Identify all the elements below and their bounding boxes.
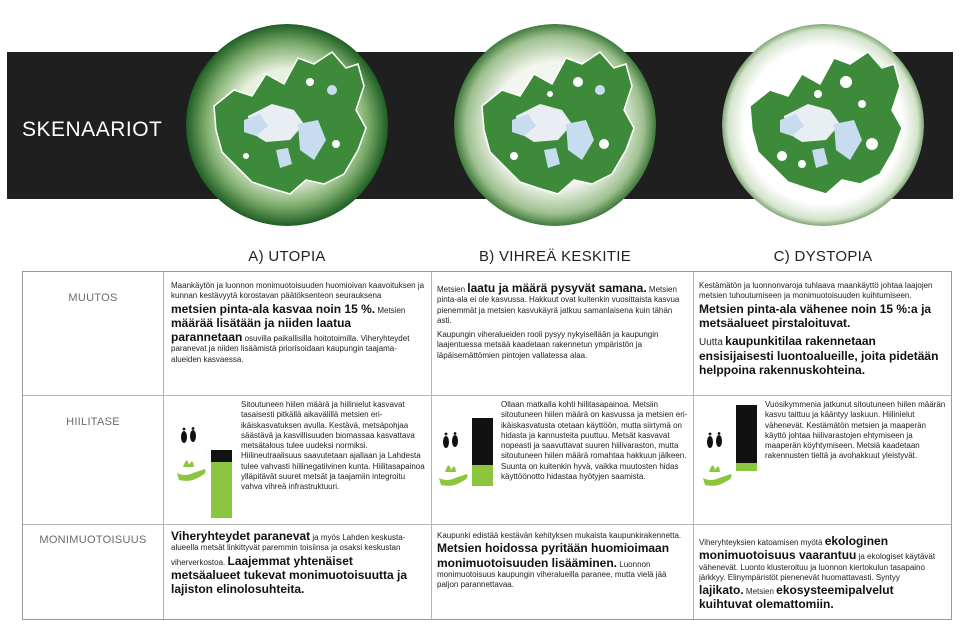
row-label-muutos: MUUTOS: [68, 292, 118, 304]
row-label-hiilitase: HIILITASE: [66, 416, 120, 428]
dystopia-map-globe: [722, 24, 924, 226]
carbon-bar-black-green-middle: [472, 418, 493, 465]
cell-green-middle-monimuotoisuus: Kaupunki edistää kestävän kehityksen mukaista kaupunkirakennetta. Metsien hoidossa pyritään huomioimaan monimuotoisuuden lisääminen. Luonnon monimuotoisuus kaupungin viheralueilla paranee, mutta vielä jää paljon parannettavaa.: [437, 531, 682, 590]
cell-dystopia-muutos: Kestämätön ja luonnonvaroja tuhlaava maankäyttö johtaa laajojen metsien tuhoutumiseen ja monimuotoisuuden kuihtumiseen. Metsien pinta-ala vähenee noin 15 %:a ja metsäalueet pirstaloituvat. Uutta kaupunkitilaa rakennetaan ensisijaisesti luontoalueille, joita pidetään helppoina rakennuskohteina.: [699, 281, 939, 378]
cell-utopia-hiilitase: Sitoutuneen hiilen määrä ja hiilinielut kasvavat tasaisesti pitkällä aikavälillä metsien eri-ikäiskasvatuksen avulla. Kestävä, metsäpohjaa säästävä ja kasvillisuuden biomassaa kasvattava metsätalous tulee uudeksi normiksi. Hiilineutraalisuus saavutetaan ajallaan ja Lahdesta tulee vahvasti hiilinegatiivinen kunta. Hiilitasapainoa ylläpitävät suuret metsät ja taajamiin integroitu vahva vihreä infrastruktuuri.: [241, 400, 425, 492]
cell-green-middle-hiilitase: Ollaan matkalla kohti hiilitasapainoa. Metsiin sitoutuneen hiilen määrä on kasvussa ja metsien eri-ikäiskasvatusta otetaan käyttöön, mutta siirtymä on hidasta ja kannusteita puuttuu. Metsät kasvavat nopeasti ja saavuttavat suuren hiilivaraston, mutta sitoutuneen hiilen määrä romahtaa hakkuun jälkeen. Suunta on kuitenkin hyvä, vaikka muutosten hidas käyttöönotto hidastaa hyötyjen saamista.: [501, 400, 688, 482]
carbon-bar-green-green-middle: [472, 465, 493, 486]
row-divider: [23, 395, 951, 396]
carbon-bar-black-dystopia: [736, 405, 757, 463]
row-divider: [23, 524, 951, 525]
row-label-monimuotoisuus: MONIMUOTOISUUS: [39, 534, 147, 546]
cell-dystopia-monimuotoisuus: Viheryhteyksien katoamisen myötä ekologinen monimuotoisuus vaarantuu ja ekologiset käytävät vähenevät. Luonto klusteroituu ja luonnon kiertokulun tasapaino järkkyy. Elinympäristöt pienenevät huomattavasti. Syntyy lajikato. Metsien ekosysteemipalvelut kuihtuvat olemattomiin.: [699, 534, 936, 612]
column-divider: [693, 272, 694, 619]
banner-title: SKENAARIOT: [22, 118, 163, 141]
footprint-hand-icon-utopia: [175, 427, 209, 492]
column-divider: [431, 272, 432, 619]
scenario-label-utopia: A) UTOPIA: [248, 248, 326, 265]
cell-green-middle-muutos: Metsien laatu ja määrä pysyvät samana. Metsien pinta-ala ei ole kasvussa. Hakkuut ovat kuitenkin vuosittaista kasvua pienemmät ja metsien kasvukäyrä jatkuu samanlaisena kuin tähän asti. Kaupungin viheralueiden rooli pysyy nykyisellään ja kaupungin laajentuessa metsää kaadetaan rakennetun ympäristön ja läpäisemättömien pintojen vallatessa alaa.: [437, 281, 680, 360]
green-middle-map-globe: [454, 24, 656, 226]
cell-dystopia-hiilitase: Vuosikymmenia jatkunut sitoutuneen hiilen määrän kasvu taittuu ja kääntyy laskuun. Hiilinielut vähenevät. Kestämätön metsien ja maaperän käyttö johtaa hiilivarastojen ehtymiseen ja maaperän köyhtymiseen. Metsiä kaadetaan rakennusten tieltä ja avohakkuut yleistyvät.: [765, 400, 946, 461]
carbon-bar-green-utopia: [211, 462, 232, 518]
scenario-label-dystopia: C) DYSTOPIA: [773, 248, 873, 265]
scenario-label-green-middle: B) VIHREÄ KESKITIE: [478, 248, 632, 265]
carbon-bar-black-utopia: [211, 450, 232, 462]
utopia-map-globe: [186, 24, 388, 226]
cell-utopia-muutos: Maankäytön ja luonnon monimuotoisuuden huomioivan kaavoituksen ja kunnan kestävyytä korostavan päätöksenteon seurauksena metsien pinta-ala kasvaa noin 15 %. Metsien määrää lisätään ja niiden laatua parannetaan osuvilla paikallisilla hoitotoimilla. Viheryhteydet paranevat ja niiden lisäämistä priorisoidaan kaupungin taajama-alueiden kasvaessa.: [171, 281, 425, 364]
cell-utopia-monimuotoisuus: Viheryhteydet paranevat ja myös Lahden keskusta-alueella metsät linkittyvät paremmin toisiinsa ja osaksi keskustan viherverkostoa. Laajemmat yhtenäiset metsäalueet tukevat monimuotoisuutta ja lajiston elinolosuhteita.: [171, 529, 408, 597]
column-divider: [163, 272, 164, 619]
footprint-hand-icon-green-middle: [437, 432, 471, 497]
carbon-bar-green-dystopia: [736, 463, 757, 471]
scenario-table: [22, 271, 952, 620]
footprint-hand-icon-dystopia: [701, 432, 735, 497]
